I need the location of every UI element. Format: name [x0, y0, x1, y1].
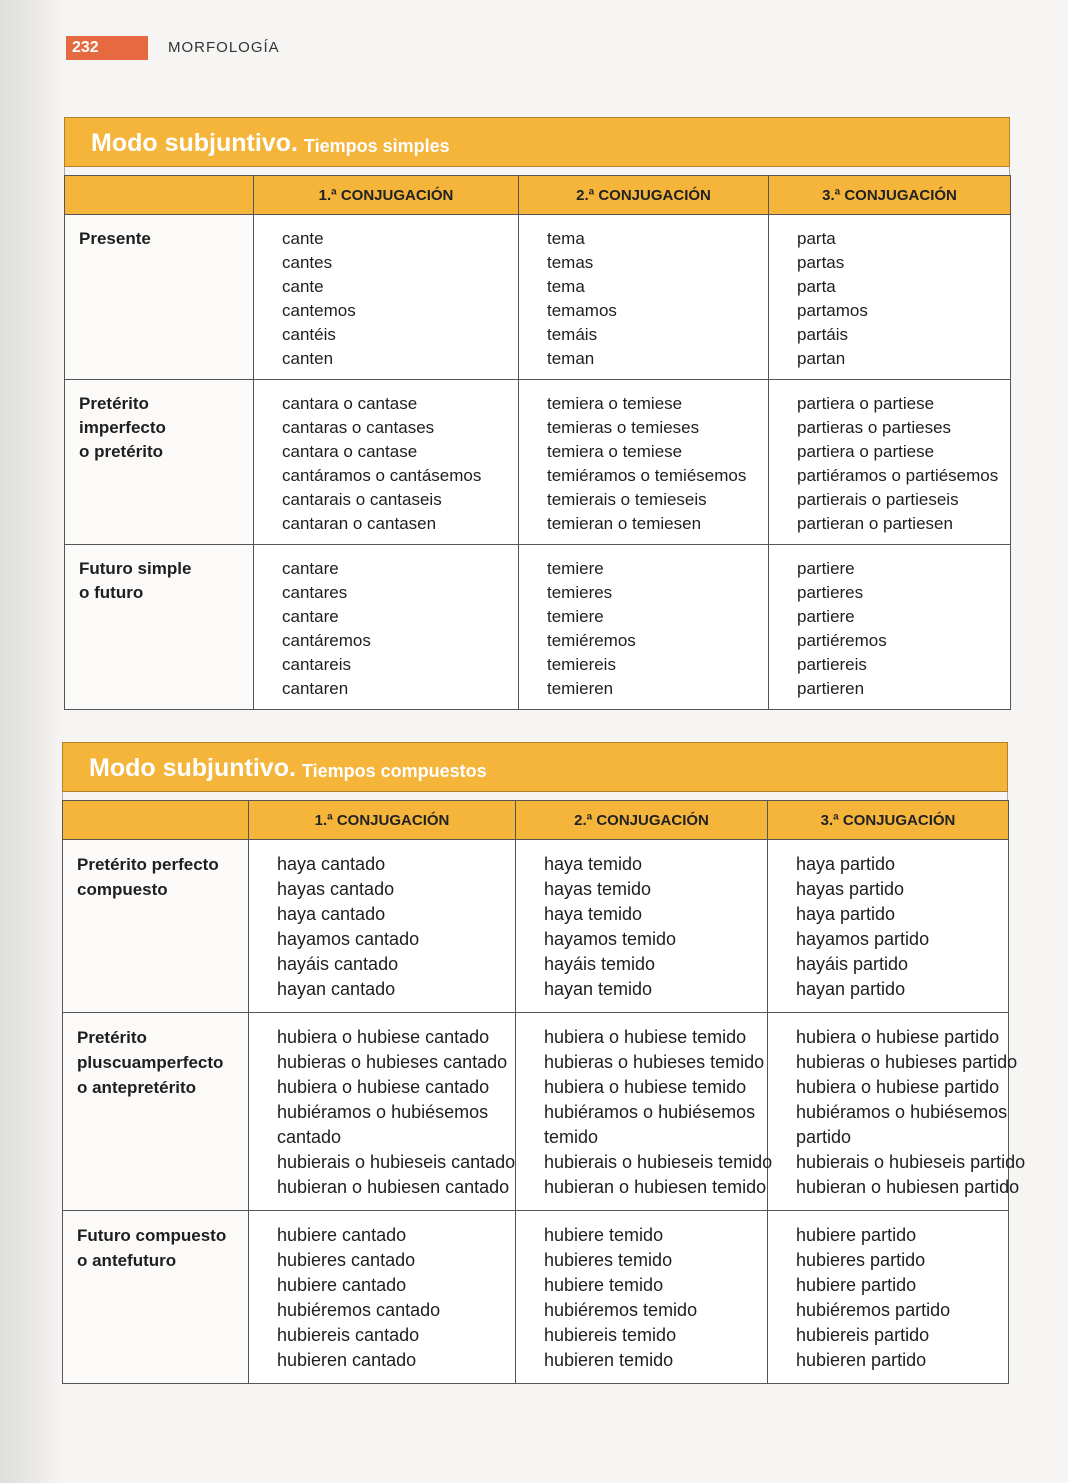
- verb-form: hayamos cantado: [277, 929, 420, 949]
- verb-form: cantaran o cantasen: [282, 514, 437, 533]
- verb-form: cantáremos: [282, 631, 371, 650]
- tense-label-line: o futuro: [79, 583, 144, 602]
- simple-tenses-title: Modo subjuntivo.: [91, 129, 298, 157]
- column-header: 1.ª CONJUGACIÓN: [249, 801, 516, 840]
- verb-form: temiere: [547, 607, 604, 626]
- verb-form: temiéramos o temiésemos: [547, 466, 747, 485]
- verb-form: cantare: [282, 607, 339, 626]
- verb-form: hayáis cantado: [277, 954, 399, 974]
- conjugation-cell: [769, 380, 1011, 545]
- conjugation-cell: [768, 840, 1009, 1013]
- tense-label-cell: [65, 380, 254, 545]
- verb-form: hubiere temido: [544, 1275, 664, 1295]
- compound-tenses-title: Modo subjuntivo.: [89, 754, 296, 782]
- verb-form: hubiereis partido: [796, 1325, 930, 1345]
- simple-tenses-block: [64, 117, 1010, 710]
- verb-form: hubierais o hubieseis cantado: [277, 1152, 516, 1172]
- tense-label-cell: [65, 545, 254, 710]
- conjugation-cell: [254, 215, 519, 380]
- table-row: [63, 840, 1009, 1013]
- verb-form: haya temido: [544, 854, 643, 874]
- verb-form: hubiera o hubiese cantado: [277, 1027, 490, 1047]
- compound-tenses-header: [62, 742, 1008, 792]
- verb-form: temiera o temiese: [547, 394, 683, 413]
- verb-form: temiereis: [547, 655, 616, 674]
- tense-label-line: Pretérito perfecto: [77, 855, 219, 874]
- verb-form: hubiéremos cantado: [277, 1300, 441, 1320]
- verb-form: partiere: [797, 559, 855, 578]
- verb-form: hayáis temido: [544, 954, 656, 974]
- running-header: MORFOLOGÍA: [168, 39, 280, 56]
- column-header: 3.ª CONJUGACIÓN: [769, 176, 1011, 215]
- verb-form: hubiere partido: [796, 1275, 917, 1295]
- conjugation-cell: [254, 380, 519, 545]
- conjugation-cell: [516, 1211, 768, 1384]
- table-body: [63, 840, 1026, 1384]
- verb-form: hayan temido: [544, 979, 653, 999]
- verb-form: hayas temido: [544, 879, 652, 899]
- verb-form: temamos: [547, 301, 617, 320]
- header-gap: [64, 167, 1010, 175]
- tense-label-line: Pretérito: [79, 394, 149, 413]
- verb-form: haya partido: [796, 854, 896, 874]
- verb-form: cante: [282, 277, 324, 296]
- tense-label-line: Presente: [79, 229, 151, 248]
- simple-tenses-header: [64, 117, 1010, 167]
- page-number: 232: [66, 36, 148, 60]
- verb-form: temieren: [547, 679, 614, 698]
- verb-form: partieren: [797, 679, 865, 698]
- verb-form: hubieres partido: [796, 1250, 926, 1270]
- conjugation-cell: [519, 545, 769, 710]
- tense-label-line: Futuro simple: [79, 559, 192, 578]
- conjugation-cell: [516, 1013, 773, 1211]
- tense-label-line: o pretérito: [79, 442, 164, 461]
- verb-form: hayan partido: [796, 979, 906, 999]
- verb-form: hubiera o hubiese cantado: [277, 1077, 490, 1097]
- tense-label-line: Pretérito: [77, 1028, 147, 1047]
- conjugation-cell: [769, 215, 1011, 380]
- verb-form: hubiereis temido: [544, 1325, 677, 1345]
- header-gap: [62, 792, 1008, 800]
- tense-label-cell: [63, 840, 249, 1013]
- table-row: [63, 1211, 1009, 1384]
- verb-form: temieran o temiesen: [547, 514, 702, 533]
- verb-form: hubiera o hubiese partido: [796, 1077, 1000, 1097]
- verb-form: hubiera o hubiese temido: [544, 1027, 747, 1047]
- verb-form: hayas cantado: [277, 879, 395, 899]
- verb-form: hayas partido: [796, 879, 905, 899]
- verb-form: temiere: [547, 559, 604, 578]
- verb-form: cantaren: [282, 679, 349, 698]
- conjugation-cell: [769, 545, 1011, 710]
- verb-form: cantes: [282, 253, 333, 272]
- tense-label-cell: [65, 215, 254, 380]
- verb-form: hubiéramos o hubiésemos: [544, 1102, 756, 1122]
- verb-form: partido: [796, 1127, 852, 1147]
- verb-form: partieran o partiesen: [797, 514, 953, 533]
- verb-form: hubieran o hubiesen temido: [544, 1177, 767, 1197]
- verb-form: hubiera o hubiese temido: [544, 1077, 747, 1097]
- verb-form: hubiere cantado: [277, 1275, 407, 1295]
- verb-form: partiéremos: [797, 631, 887, 650]
- simple-tenses-table: [64, 175, 1011, 710]
- verb-form: partamos: [797, 301, 868, 320]
- table-header-row: [63, 801, 1009, 840]
- verb-form: partiereis: [797, 655, 867, 674]
- verb-form: partiera o partiese: [797, 442, 935, 461]
- verb-form: hayamos partido: [796, 929, 930, 949]
- simple-tenses-subtitle: Tiempos simples: [303, 136, 450, 156]
- verb-form: hubiéramos o hubiésemos: [277, 1102, 489, 1122]
- verb-form: hubiéremos temido: [544, 1300, 698, 1320]
- compound-tenses-table: [62, 800, 1026, 1384]
- verb-form: canten: [282, 349, 334, 368]
- verb-form: cantemos: [282, 301, 356, 320]
- conjugation-cell: [768, 1211, 1009, 1384]
- table-row: [65, 545, 1011, 710]
- verb-form: partas: [797, 253, 845, 272]
- verb-form: temido: [544, 1127, 599, 1147]
- verb-form: temierais o temieseis: [547, 490, 707, 509]
- verb-form: hubiere partido: [796, 1225, 917, 1245]
- verb-form: haya cantado: [277, 854, 386, 874]
- conjugation-cell: [519, 380, 769, 545]
- verb-form: hubieran o hubiesen cantado: [277, 1177, 510, 1197]
- verb-form: temas: [547, 253, 594, 272]
- compound-tenses-subtitle: Tiempos compuestos: [301, 761, 487, 781]
- header-corner: [63, 801, 249, 840]
- verb-form: cantare: [282, 559, 339, 578]
- verb-form: temiera o temiese: [547, 442, 683, 461]
- verb-form: partan: [797, 349, 846, 368]
- table-body: [65, 215, 1011, 710]
- verb-form: hubierais o hubieseis partido: [796, 1152, 1026, 1172]
- tense-label-cell: [63, 1013, 249, 1211]
- verb-form: hubieras o hubieses temido: [544, 1052, 765, 1072]
- verb-form: hubieres cantado: [277, 1250, 416, 1270]
- verb-form: partieras o partieses: [797, 418, 952, 437]
- verb-form: cantéis: [282, 325, 336, 344]
- verb-form: haya temido: [544, 904, 643, 924]
- verb-form: temáis: [547, 325, 598, 344]
- table-row: [65, 215, 1011, 380]
- verb-form: cante: [282, 229, 324, 248]
- tense-label-line: imperfecto: [79, 418, 166, 437]
- verb-form: hubieras o hubieses partido: [796, 1052, 1018, 1072]
- verb-form: cantaras o cantases: [282, 418, 435, 437]
- verb-form: partáis: [797, 325, 849, 344]
- verb-form: hubiere cantado: [277, 1225, 407, 1245]
- verb-form: hubieras o hubieses cantado: [277, 1052, 508, 1072]
- verb-form: hubiere temido: [544, 1225, 664, 1245]
- verb-form: hubieren partido: [796, 1350, 927, 1370]
- verb-form: hubiéremos partido: [796, 1300, 951, 1320]
- tense-label-line: pluscuamperfecto: [77, 1053, 224, 1072]
- verb-form: temieras o temieses: [547, 418, 700, 437]
- column-header: 3.ª CONJUGACIÓN: [768, 801, 1009, 840]
- verb-form: haya cantado: [277, 904, 386, 924]
- verb-form: cantarais o cantaseis: [282, 490, 442, 509]
- verb-form: hubieres temido: [544, 1250, 673, 1270]
- verb-form: hubiera o hubiese partido: [796, 1027, 1000, 1047]
- verb-form: hubieren temido: [544, 1350, 674, 1370]
- verb-form: cantado: [277, 1127, 342, 1147]
- verb-form: partiera o partiese: [797, 394, 935, 413]
- table-header-row: [65, 176, 1011, 215]
- tense-label-line: compuesto: [77, 880, 168, 899]
- table-row: [63, 1013, 1009, 1211]
- conjugation-cell: [249, 840, 516, 1013]
- verb-form: hayáis partido: [796, 954, 909, 974]
- verb-form: hubieren cantado: [277, 1350, 417, 1370]
- header-corner: [65, 176, 254, 215]
- verb-form: partiere: [797, 607, 855, 626]
- tense-label-cell: [63, 1211, 249, 1384]
- verb-form: partierais o partieseis: [797, 490, 959, 509]
- table-row: [65, 380, 1011, 545]
- verb-form: cantares: [282, 583, 348, 602]
- verb-form: parta: [797, 229, 836, 248]
- verb-form: hubiéramos o hubiésemos: [796, 1102, 1008, 1122]
- conjugation-cell: [768, 1013, 1026, 1211]
- column-header: 2.ª CONJUGACIÓN: [519, 176, 769, 215]
- tense-label-line: Futuro compuesto: [77, 1226, 227, 1245]
- column-header: 2.ª CONJUGACIÓN: [516, 801, 768, 840]
- column-header: 1.ª CONJUGACIÓN: [254, 176, 519, 215]
- verb-form: temieres: [547, 583, 613, 602]
- compound-tenses-block: [62, 742, 1026, 1384]
- verb-form: hayamos temido: [544, 929, 677, 949]
- verb-form: cantareis: [282, 655, 351, 674]
- verb-form: cantara o cantase: [282, 394, 418, 413]
- verb-form: partieres: [797, 583, 864, 602]
- verb-form: partiéramos o partiésemos: [797, 466, 999, 485]
- verb-form: cantara o cantase: [282, 442, 418, 461]
- tense-label-line: o antepretérito: [77, 1078, 197, 1097]
- verb-form: tema: [547, 277, 585, 296]
- conjugation-cell: [249, 1211, 516, 1384]
- conjugation-cell: [519, 215, 769, 380]
- verb-form: tema: [547, 229, 585, 248]
- verb-form: parta: [797, 277, 836, 296]
- conjugation-cell: [516, 840, 768, 1013]
- verb-form: hubiereis cantado: [277, 1325, 420, 1345]
- conjugation-cell: [254, 545, 519, 710]
- conjugation-cell: [249, 1013, 516, 1211]
- verb-form: temiéremos: [547, 631, 636, 650]
- verb-form: teman: [547, 349, 595, 368]
- page-spine-shadow: [0, 0, 62, 1483]
- verb-form: cantáramos o cantásemos: [282, 466, 482, 485]
- verb-form: hayan cantado: [277, 979, 396, 999]
- verb-form: hubierais o hubieseis temido: [544, 1152, 773, 1172]
- verb-form: hubieran o hubiesen partido: [796, 1177, 1020, 1197]
- verb-form: haya partido: [796, 904, 896, 924]
- tense-label-line: o antefuturo: [77, 1251, 177, 1270]
